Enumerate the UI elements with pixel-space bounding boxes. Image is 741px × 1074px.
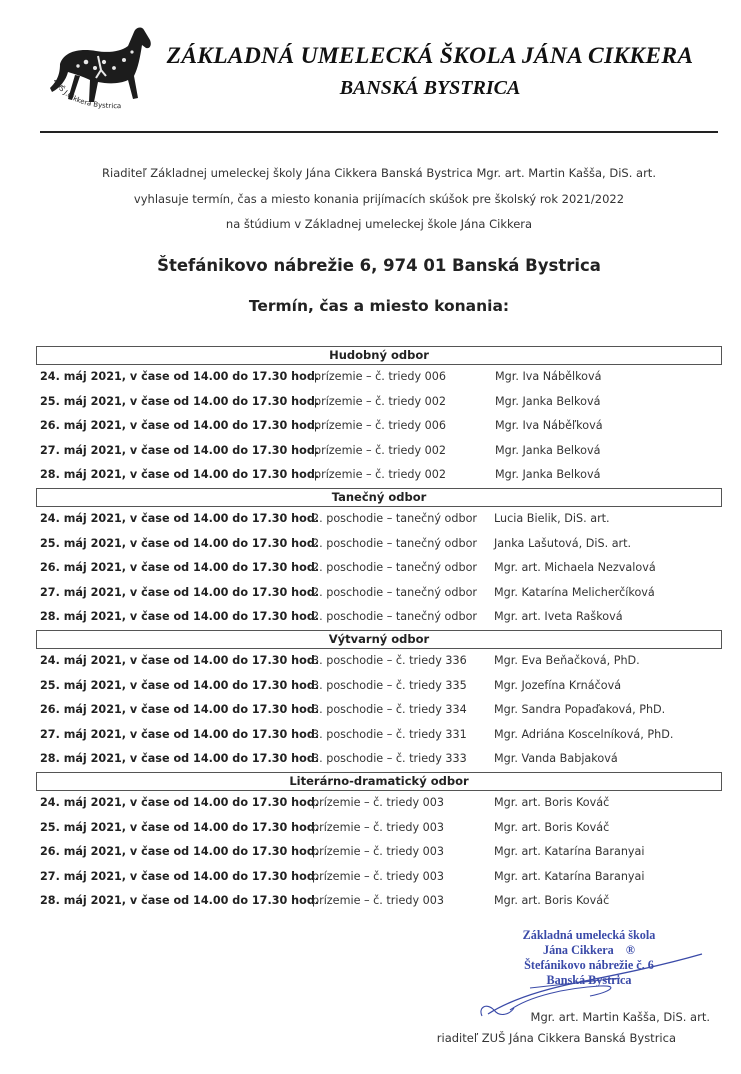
- school-horse-logo: [38, 18, 160, 118]
- table-row: [36, 463, 722, 488]
- section-header-music: Hudobný odbor: [36, 346, 722, 365]
- section-header-dance: Tanečný odbor: [36, 488, 722, 507]
- row-place: prízemie – č. triedy 006: [314, 370, 447, 383]
- table-row: [36, 747, 722, 772]
- row-place: 3. poschodie – č. triedy 333: [312, 752, 467, 766]
- row-date: 26. máj 2021, v čase od 14.00 do 17.30 hod.: [40, 419, 320, 433]
- row-place: prízemie – č. triedy 003: [312, 894, 445, 908]
- row-place: prízemie – č. triedy 002: [314, 443, 447, 457]
- table-row: [36, 723, 722, 748]
- row-date: 26. máj 2021, v čase od 14.00 do 17.30 hod.: [40, 845, 320, 859]
- intro-line-2: vyhlasuje termín, čas a miesto konania prijímacích skúšok pre školský rok 2021/2022: [133, 192, 625, 206]
- row-place: 3. poschodie – č. triedy 334: [312, 703, 467, 717]
- row-person: Janka Lašutová, DiS. art.: [494, 536, 632, 550]
- row-person: Mgr. Janka Belková: [495, 443, 601, 457]
- row-date: 27. máj 2021, v čase od 14.00 do 17.30 hod.: [40, 727, 320, 741]
- school-name: ZÁKLADNÁ UMELECKÁ ŠKOLA JÁNA CIKKERA: [166, 43, 694, 69]
- table-row: [36, 674, 722, 699]
- row-date: 28. máj 2021, v čase od 14.00 do 17.30 hod.: [40, 894, 320, 908]
- row-place: 2. poschodie – tanečný odbor: [312, 585, 478, 599]
- row-person: Mgr. Eva Beňačková, PhD.: [494, 653, 640, 667]
- row-place: 2. poschodie – tanečný odbor: [312, 610, 478, 624]
- row-place: 3. poschodie – č. triedy 336: [312, 653, 467, 667]
- table-row: [36, 698, 722, 723]
- intro-line-1: Riaditeľ Základnej umeleckej školy Jána Cikkera Banská Bystrica Mgr. art. Martin Kašša, DiS. art.: [102, 166, 656, 180]
- row-place: prízemie – č. triedy 003: [312, 820, 445, 834]
- row-person: Mgr. art. Katarína Baranyai: [494, 845, 645, 859]
- stamp-line-2-text: Jána Cikkera: [542, 943, 614, 957]
- row-date: 27. máj 2021, v čase od 14.00 do 17.30 hod.: [40, 585, 320, 599]
- row-place: prízemie – č. triedy 002: [314, 394, 447, 408]
- table-row: [36, 605, 722, 630]
- logo-text: ZUŠ J.Cikkera Bystrica: [52, 77, 122, 111]
- row-person: Mgr. Jozefína Krnáčová: [494, 678, 622, 692]
- row-date: 27. máj 2021, v čase od 14.00 do 17.30 hod.: [40, 869, 320, 883]
- row-person: Mgr. art. Katarína Baranyai: [494, 869, 645, 883]
- row-person: Mgr. Janka Belková: [495, 468, 601, 482]
- table-row: [36, 390, 722, 415]
- row-person: Mgr. Vanda Babjaková: [494, 752, 618, 766]
- row-date: 25. máj 2021, v čase od 14.00 do 17.30 hod.: [40, 394, 320, 408]
- row-date: 24. máj 2021, v čase od 14.00 do 17.30 hod.: [40, 795, 320, 809]
- row-date: 28. máj 2021, v čase od 14.00 do 17.30 hod.: [40, 752, 320, 766]
- intro-line-3: na štúdium v Základnej umeleckej škole Jána Cikkera: [225, 217, 533, 231]
- row-place: prízemie – č. triedy 003: [312, 795, 445, 809]
- signatory-role: riaditeľ ZUŠ Jána Cikkera Banská Bystrica: [436, 1031, 676, 1045]
- stamp-mark: ®: [625, 943, 636, 957]
- table-row: [36, 414, 722, 439]
- row-person: Lucia Bielik, DiS. art.: [494, 511, 610, 525]
- row-person: Mgr. Sandra Popaďaková, PhD.: [494, 703, 666, 717]
- row-date: 24. máj 2021, v čase od 14.00 do 17.30 hod.: [40, 370, 320, 383]
- row-person: Mgr. art. Michaela Nezvalová: [494, 561, 656, 575]
- stamp-line-4: Banská Bystrica: [546, 973, 632, 987]
- exam-schedule: [36, 346, 722, 914]
- row-person: Mgr. art. Boris Kováč: [494, 820, 610, 834]
- table-row: [36, 507, 722, 532]
- row-date: 26. máj 2021, v čase od 14.00 do 17.30 hod.: [40, 561, 320, 575]
- stamp-line-1: Základná umelecká škola: [522, 928, 656, 942]
- row-place: 2. poschodie – tanečný odbor: [312, 536, 478, 550]
- table-row: [36, 889, 722, 914]
- row-place: 3. poschodie – č. triedy 335: [312, 678, 467, 692]
- row-date: 26. máj 2021, v čase od 14.00 do 17.30 hod.: [40, 703, 320, 717]
- row-person: Mgr. art. Iveta Rašková: [494, 610, 623, 624]
- row-date: 25. máj 2021, v čase od 14.00 do 17.30 hod.: [40, 678, 320, 692]
- row-place: prízemie – č. triedy 002: [314, 468, 447, 482]
- table-row: [36, 556, 722, 581]
- table-row: [36, 581, 722, 606]
- stamp-line-3: Štefánikovo nábrežie č. 6: [524, 958, 654, 972]
- row-person: Mgr. Iva Nábělková: [495, 370, 602, 383]
- row-date: 24. máj 2021, v čase od 14.00 do 17.30 hod.: [40, 653, 320, 667]
- header-divider: [40, 131, 718, 133]
- section-header-fine-arts: Výtvarný odbor: [36, 630, 722, 649]
- row-place: prízemie – č. triedy 003: [312, 869, 445, 883]
- row-date: 28. máj 2021, v čase od 14.00 do 17.30 hod.: [40, 610, 320, 624]
- school-city: BANSKÁ BYSTRICA: [339, 77, 521, 99]
- row-person: Mgr. Janka Belková: [495, 394, 601, 408]
- row-date: 27. máj 2021, v čase od 14.00 do 17.30 hod.: [40, 443, 320, 457]
- row-date: 25. máj 2021, v čase od 14.00 do 17.30 hod.: [40, 536, 320, 550]
- row-date: 28. máj 2021, v čase od 14.00 do 17.30 hod.: [40, 468, 320, 482]
- signatory-name: Mgr. art. Martin Kašša, DiS. art.: [530, 1010, 710, 1024]
- row-date: 24. máj 2021, v čase od 14.00 do 17.30 hod.: [40, 511, 320, 525]
- row-person: Mgr. Adriána Koscelníková, PhD.: [494, 727, 674, 741]
- row-place: 2. poschodie – tanečný odbor: [312, 561, 478, 575]
- row-person: Mgr. art. Boris Kováč: [494, 795, 610, 809]
- row-person: Mgr. Iva Náběľková: [495, 419, 603, 433]
- row-place: 3. poschodie – č. triedy 331: [312, 727, 467, 741]
- table-row: [36, 865, 722, 890]
- table-row: [36, 791, 722, 816]
- row-place: prízemie – č. triedy 006: [314, 419, 447, 433]
- table-row: [36, 439, 722, 464]
- row-place: prízemie – č. triedy 003: [312, 845, 445, 859]
- table-row: [36, 816, 722, 841]
- row-person: Mgr. art. Boris Kováč: [494, 894, 610, 908]
- table-row: [36, 649, 722, 674]
- table-row: [36, 840, 722, 865]
- schedule-subtitle: Termín, čas a miesto konania:: [248, 297, 510, 315]
- section-header-drama: Literárno-dramatický odbor: [36, 772, 722, 791]
- row-date: 25. máj 2021, v čase od 14.00 do 17.30 hod.: [40, 820, 320, 834]
- address-heading: Štefánikovo nábrežie 6, 974 01 Banská Bystrica: [157, 256, 601, 275]
- row-person: Mgr. Katarína Melicherčíková: [494, 585, 655, 599]
- row-place: 2. poschodie – tanečný odbor: [312, 511, 478, 525]
- table-row: [36, 365, 722, 390]
- table-row: [36, 532, 722, 557]
